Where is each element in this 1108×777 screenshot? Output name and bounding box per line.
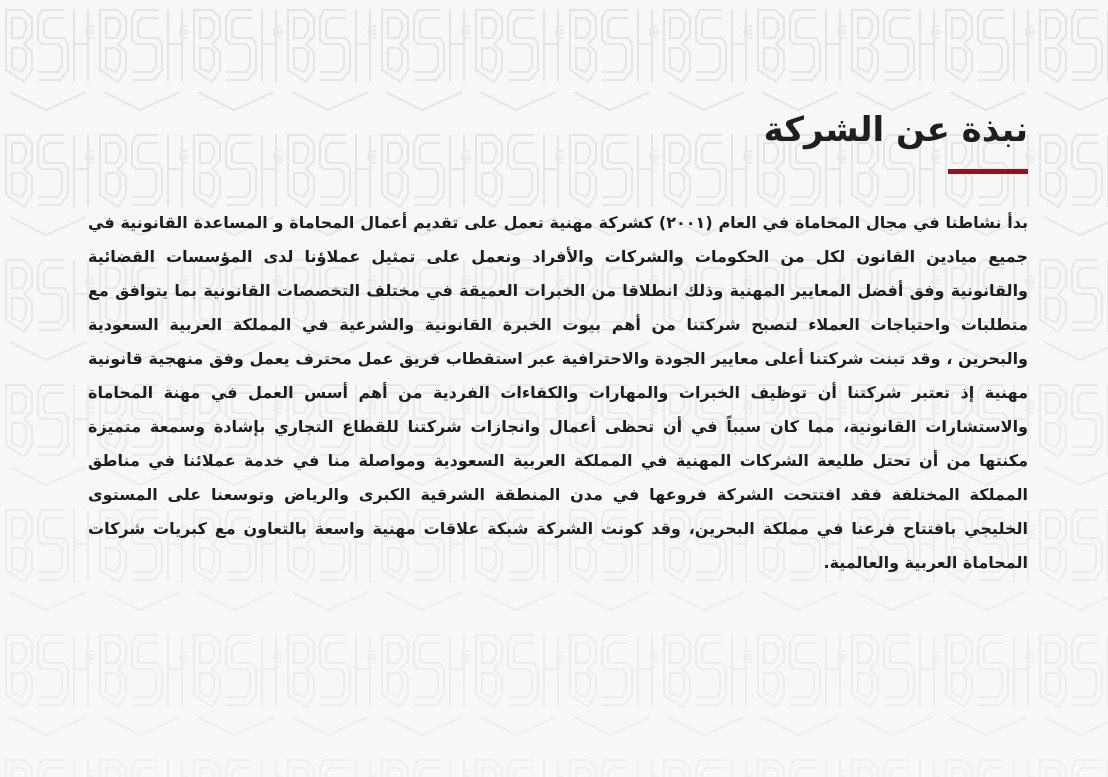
title-underline: [948, 169, 1028, 174]
company-description: بدأ نشاطنا في مجال المحاماة في العام (٢٠٠١) كشركة مهنية تعمل على تقديم أعمال المحاماة و المساعدة القانونية في جميع ميادين القانون لكل من الحكومات والشركات والأفراد ونعمل على تمثيل عملاؤنا لدى المؤسسات القضائية والقانونية وفق أفضل المعايير المهنية وذلك انطلاقا من الخبرات العميقة في مختلف التخصصات القانونية بما يتوافق مع متطلبات واحتياجات العملاء لتصبح شركتنا من أهم بيوت الخبرة القانونية والشرعية في المملكة العربية السعودية والبحرين ، وقد تبنت شركتنا أعلى معايير الجودة والاحترافية عبر استقطاب فريق عمل محترف يعمل وفق منهجية قانونية مهنية إذ تعتبر شركتنا أن توظيف الخبرات والمهارات والكفاءات الفردية من أهم أسس العمل في مهنة المحاماة والاستشارات القانونية، مما كان سبباً في أن تحظى أعمال وانجازات شركتنا للقطاع التجاري بإشادة وسمعة متميزة مكنتها من أن تحتل طليعة الشركات المهنية في المملكة العربية السعودية ومواصلة منا في خدمة عملائنا في مناطق المملكة المختلفة فقد افتتحت الشركة فروعها في مدن المنطقة الشرقية الكبرى والرياض وتوسعنا على المستوى الخليجي بافتتاح فرعنا في مملكة البحرين، وقد كونت الشركة شبكة علاقات مهنية واسعة بالتعاون مع كبريات شركات المحاماة العربية والعالمية.: [88, 213, 1028, 572]
page-title: نبذة عن الشركة: [763, 110, 1028, 150]
